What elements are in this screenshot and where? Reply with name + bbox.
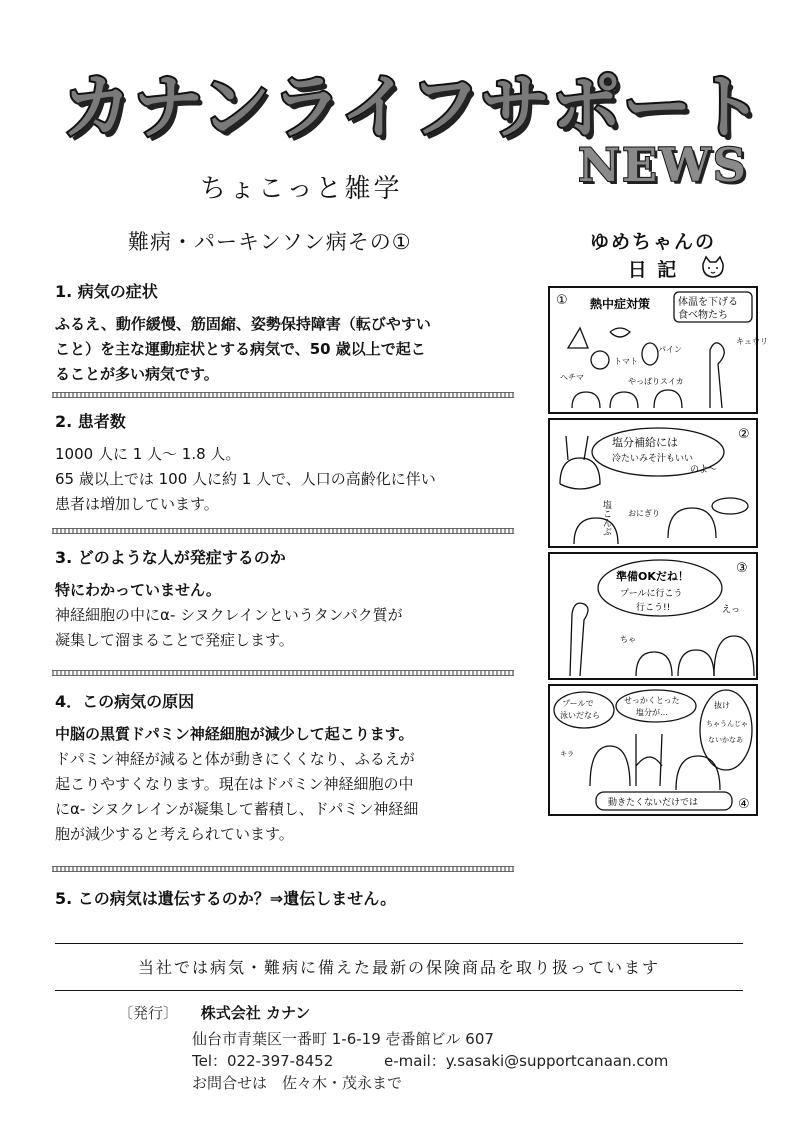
text-line: ることが多い病気です。: [55, 365, 219, 383]
comic-text: 準備OKだね！: [616, 570, 689, 583]
section-title: 2. 患者数: [55, 412, 126, 431]
section-symptoms: [55, 280, 515, 387]
headline: 難病・パーキンソン病その①: [128, 230, 412, 254]
animal-head-icon: [654, 390, 682, 408]
comic-text: 塩こんぶ: [601, 500, 611, 536]
insurance-banner: 当社では病気・難病に備えた最新の保険商品を取り扱っています: [137, 958, 660, 977]
comic-text: 泳いだなら: [560, 711, 600, 720]
comic-text: ないかなあ: [708, 736, 743, 744]
animal-head-icon: [610, 392, 638, 408]
animal-head-icon: [572, 392, 600, 408]
footer-rule: [55, 943, 743, 944]
text-line: ドパミン神経が減ると体が動きにくくなり、ふるえが: [55, 750, 415, 768]
section-divider: [52, 528, 514, 534]
comic-text: パイン: [658, 345, 682, 354]
comic-text: やっぱりスイカ: [628, 377, 684, 386]
rabbit-icon: [678, 650, 714, 676]
comic-text: えっ: [722, 605, 741, 615]
cat-icon: [590, 746, 630, 786]
text-line: 胞が減少すると考えられています。: [55, 825, 294, 843]
comic-panel-4: [548, 684, 758, 816]
comic-text: ヘチマ: [560, 373, 584, 382]
bear-icon: [668, 508, 716, 538]
news-badge: NEWS: [578, 138, 748, 192]
section-onset: [55, 546, 515, 653]
tel: Tel：022-397-8452: [192, 1052, 334, 1070]
section-cause: [55, 690, 515, 847]
section-divider: [52, 670, 514, 676]
comic-text: 行こう!!: [636, 603, 671, 613]
masthead-title: カナンライフサポート: [62, 66, 765, 148]
diary-title-line1: ゆめちゃんの: [589, 231, 716, 253]
publisher: [118, 1002, 310, 1023]
diary-title-line2: 日 記: [627, 259, 679, 281]
panel-number: ④: [738, 797, 750, 812]
cat-face-icon: [700, 256, 726, 285]
panel-number: ①: [556, 293, 568, 308]
bear-icon: [676, 756, 720, 790]
comic-text: 塩分補給には: [612, 436, 678, 449]
text-line: 65 歳以上では 100 人に約 1 人で、人口の高齢化に伴い: [55, 470, 436, 488]
section-title: 3. どのような人が発症するのか: [55, 548, 286, 567]
text-line: 中脳の黒質ドパミン神経細胞が減少して起こります。: [55, 725, 414, 743]
banana-icon: [610, 328, 630, 337]
bear-icon: [714, 636, 754, 676]
comic-text: 抜け: [714, 701, 730, 710]
comic-text: ちゃ: [620, 635, 636, 644]
text-line: 特にわかっていません。: [55, 581, 221, 599]
subtitle: ちょこっと雑学: [200, 174, 403, 204]
panel-number: ②: [738, 427, 750, 442]
email: e-mail：y.sasaki@supportcanaan.com: [384, 1052, 669, 1070]
publisher-label: 〔発行〕: [118, 1004, 179, 1022]
comic-text: 熱中症対策: [590, 297, 651, 311]
footer-rule: [55, 990, 743, 991]
comic-text: おにぎり: [628, 509, 660, 518]
comic-text: プールで: [562, 699, 594, 708]
pot-icon: [712, 498, 748, 514]
giraffe-icon: [570, 603, 588, 676]
comic-text: トマト: [614, 357, 638, 366]
comic-text: のよ〜: [690, 465, 718, 475]
text-line: 1000 人に 1 人〜 1.8 人。: [55, 445, 241, 463]
section-divider: [52, 866, 514, 872]
section-title: 4．この病気の原因: [55, 692, 195, 711]
heredity-question: 5. この病気は遺伝するのか？⇒遺伝しません。: [55, 889, 397, 908]
comic-panel-1: [548, 286, 768, 414]
comic-text: プールに行こう: [620, 589, 683, 599]
comic-text: 動きたくないだけでは: [608, 798, 699, 808]
giraffe-icon: [710, 343, 724, 408]
rabbit-icon: [636, 734, 662, 786]
text-line: にα‐ シヌクレインが凝集して蓄積し、ドパミン神経細: [55, 800, 419, 818]
text-line: 起こりやすくなります。現在はドパミン神経細胞の中: [55, 775, 414, 793]
text-line: こと）を主な運動症状とする病気で、50 歳以上で起こ: [55, 340, 426, 358]
comic-text: 食べ物たち: [678, 310, 728, 321]
cat-icon: [574, 518, 618, 544]
section-title: 1. 病気の症状: [55, 282, 158, 301]
panel-number: ③: [736, 561, 748, 576]
comic-text: キラ: [560, 750, 574, 758]
company-name: 株式会社 カナン: [200, 1004, 311, 1022]
section-divider: [52, 392, 514, 398]
comic-panel-2: [548, 418, 758, 548]
tomato-icon: [591, 351, 609, 369]
address: 仙台市青葉区一番町 1-6-19 壱番館ビル 607: [192, 1030, 494, 1048]
text-line: ふるえ、動作緩慢、筋固縮、姿勢保持障害（転びやすい: [55, 315, 431, 333]
comic-text: キュウリ: [736, 337, 768, 346]
contact: お問合せは 佐々木・茂永まで: [192, 1074, 403, 1092]
text-line: 神経細胞の中にα‐ シヌクレインというタンパク質が: [55, 606, 403, 624]
comic-text: せっかくとった: [624, 696, 680, 705]
cat-icon: [636, 652, 672, 676]
rabbit-icon: [560, 458, 600, 489]
comic-text: 体温を下げる: [678, 297, 738, 308]
text-line: 凝集して溜まることで発症します。: [55, 631, 294, 649]
comic-text: 冷たいみそ汁もいい: [612, 454, 694, 464]
pineapple-icon: [642, 343, 658, 365]
comic-panel-3: [548, 552, 758, 680]
section-patients: [55, 410, 515, 517]
comic-text: 塩分が…: [636, 708, 668, 717]
cucumber-icon: [568, 328, 588, 348]
comic-text: ちゃうんじゃ: [706, 720, 748, 728]
text-line: 患者は増加しています。: [55, 495, 219, 513]
